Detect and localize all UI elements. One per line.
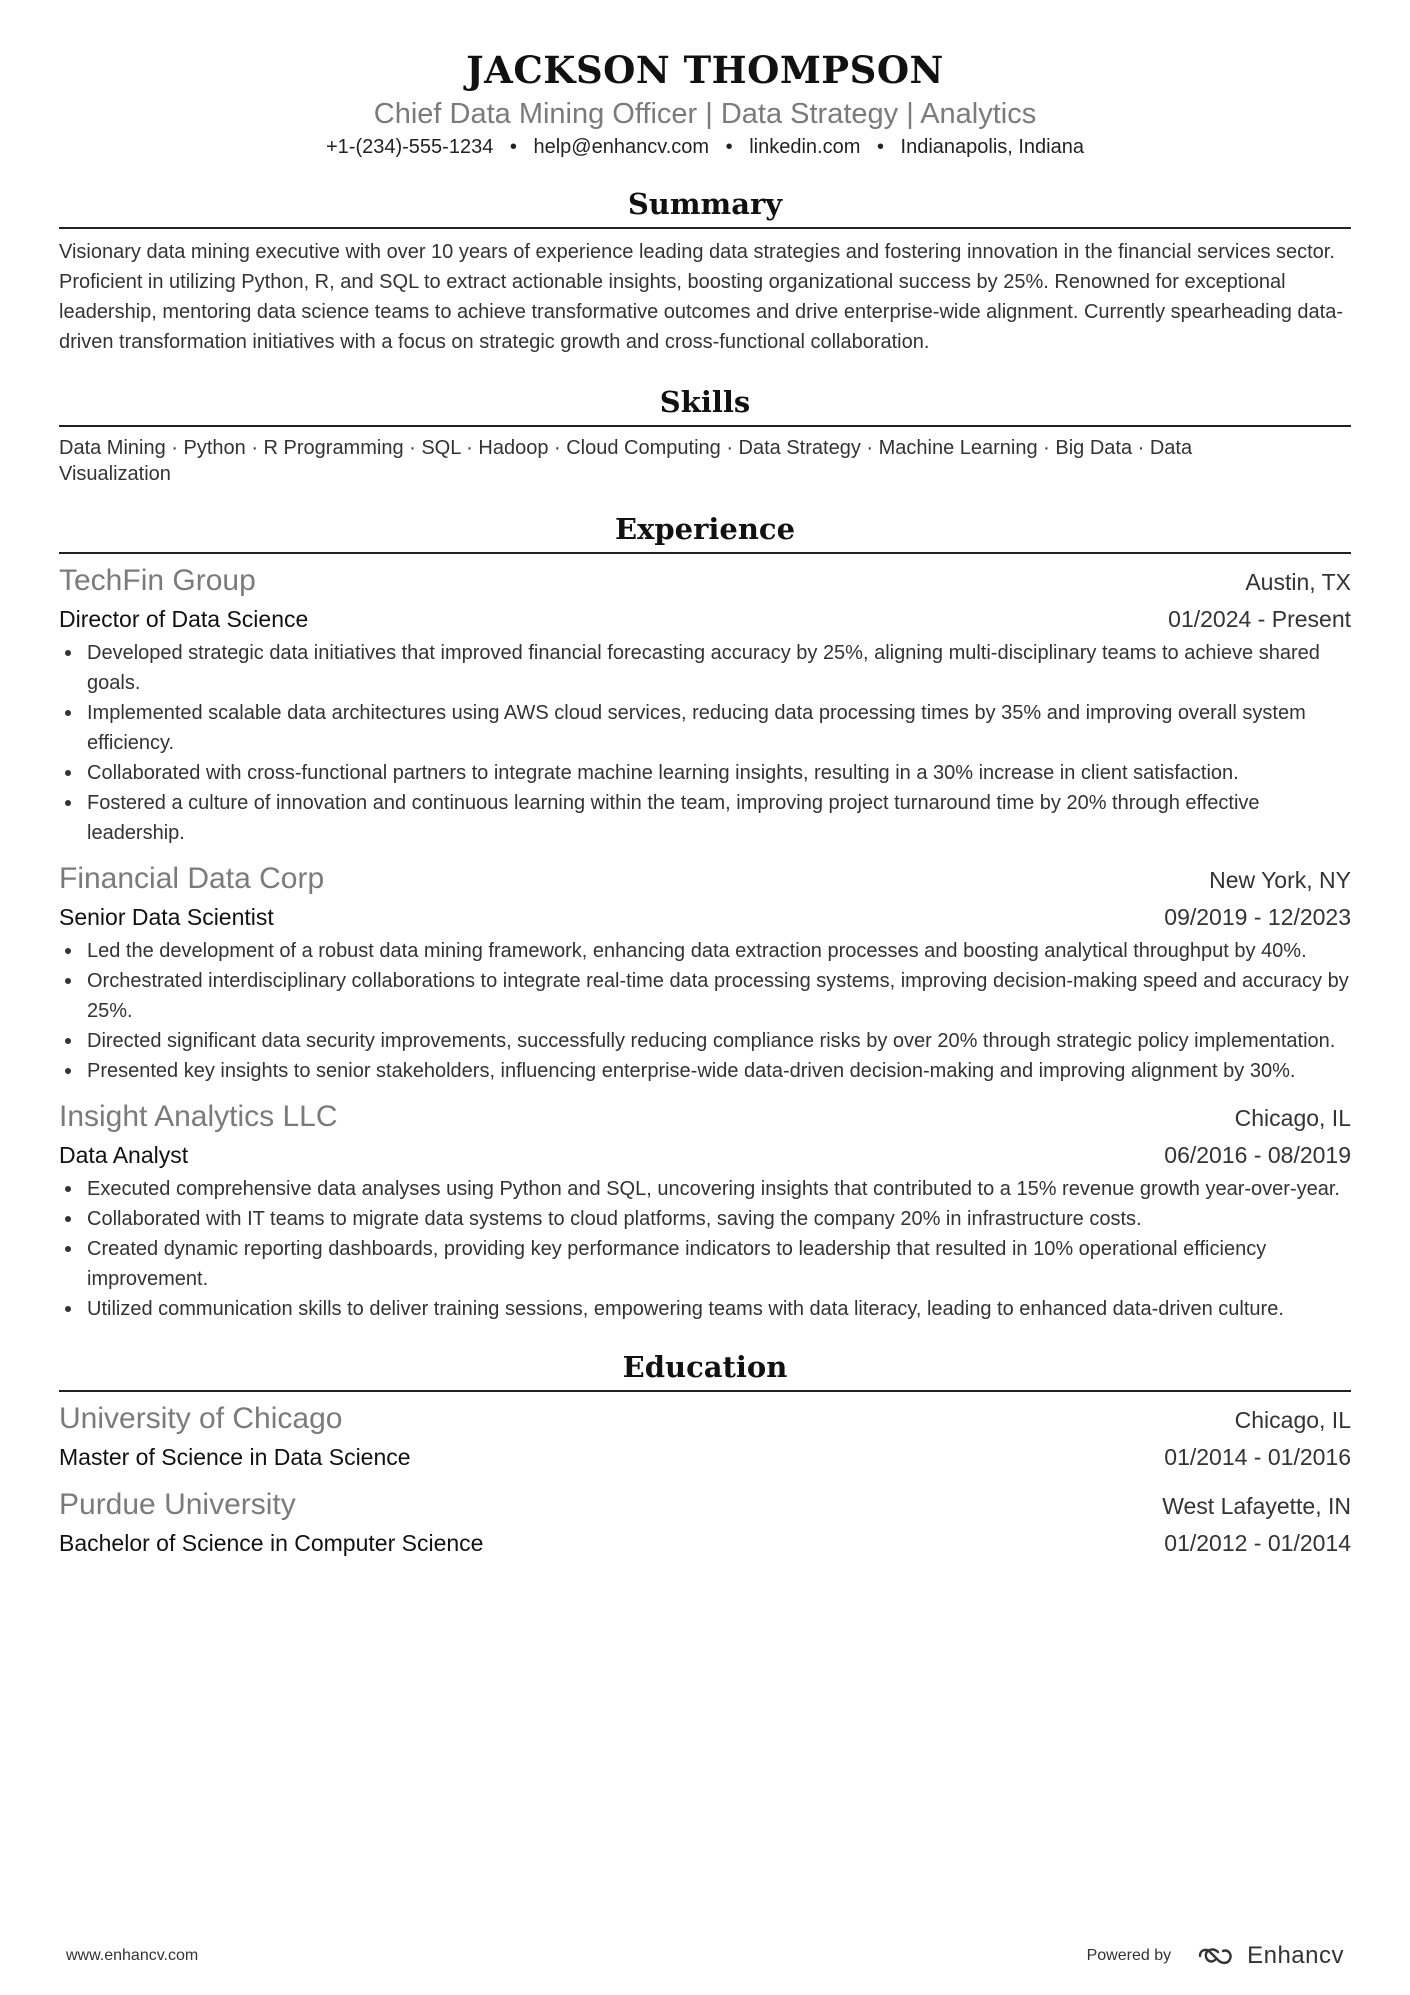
achievement-item: Led the development of a robust data mining framework, enhancing data extraction processes and boosting analytical throughput by 40%. (87, 936, 1351, 966)
contact-separator: • (509, 136, 517, 158)
skills-section (59, 383, 1351, 487)
summary-text: Visionary data mining executive with over 10 years of experience leading data strategies and fostering innovation in the financial services sector. Proficient in utilizing Python, R, and SQL to extract actionable insights, boosting organizational success by 25%. Renowned for exceptional leadership, mentoring data science teams to achieve transformative outcomes and drive enterprise-wide alignment. Currently spearheading data-driven transformation initiatives with a focus on strategic growth and cross-functional collaboration. (59, 241, 1344, 353)
summary-section (59, 185, 1351, 357)
job-title: Senior Data Scientist (59, 904, 274, 930)
education-dates: 01/2012 - 01/2014 (1164, 1530, 1351, 1556)
achievement-item: Developed strategic data initiatives that improved financial forecasting accuracy by 25%, aligning multi-disciplinary teams to achieve shared goals. (87, 638, 1351, 698)
school-location: Chicago, IL (1234, 1407, 1351, 1433)
resume-header (59, 44, 1351, 162)
job-dates: 09/2019 - 12/2023 (1164, 904, 1351, 930)
job-title: Data Analyst (59, 1142, 189, 1168)
degree-title: Bachelor of Science in Computer Science (59, 1530, 484, 1556)
achievement-item: Presented key insights to senior stakeholders, influencing enterprise-wide data-driven decision-making and improving alignment by 30%. (87, 1056, 1351, 1086)
school-name: Purdue University (59, 1488, 296, 1521)
company-name: Financial Data Corp (59, 862, 325, 895)
job-dates: 06/2016 - 08/2019 (1164, 1142, 1351, 1168)
job-location: Austin, TX (1245, 569, 1351, 595)
achievement-item: Collaborated with cross-functional partners to integrate machine learning insights, resulting in a 30% increase in client satisfaction. (87, 758, 1351, 788)
experience-entry (59, 1098, 1351, 1324)
enhancv-logo-icon (1197, 1945, 1239, 1967)
footer-website-link[interactable]: www.enhancv.com (66, 1947, 199, 1964)
powered-by-label: Powered by (1086, 1947, 1172, 1964)
job-dates: 01/2024 - Present (1168, 606, 1351, 632)
experience-entry (59, 860, 1351, 1086)
powered-by-block (1087, 1942, 1344, 1970)
skills-list: Data Mining · Python · R Programming · SQL · Hadoop · Cloud Computing · Data Strategy · Machine Learning · Big Data · Data Visualization (59, 437, 1193, 485)
brand-name: Enhancv (1247, 1942, 1344, 1969)
job-location: Chicago, IL (1234, 1105, 1351, 1131)
experience-section (59, 510, 1351, 1324)
experience-heading: Experience (59, 510, 1351, 554)
education-heading: Education (59, 1348, 1351, 1392)
company-name: TechFin Group (59, 564, 256, 597)
experience-entry (59, 562, 1351, 848)
contact-separator: • (725, 136, 733, 158)
achievement-item: Utilized communication skills to deliver training sessions, empowering teams with data literacy, leading to enhanced data-driven culture. (87, 1294, 1351, 1324)
job-location: New York, NY (1209, 867, 1351, 893)
contact-separator: • (876, 136, 884, 158)
achievement-list (59, 638, 1351, 848)
achievement-item: Directed significant data security improvements, successfully reducing compliance risks by over 20% through strategic policy implementation. (87, 1026, 1351, 1056)
contact-line (59, 132, 1351, 162)
contact-email[interactable]: help@enhancv.com (533, 136, 710, 158)
degree-title: Master of Science in Data Science (59, 1444, 411, 1470)
brand-logo[interactable] (1197, 1942, 1344, 1970)
candidate-name: JACKSON THOMPSON (466, 48, 944, 92)
achievement-list (59, 936, 1351, 1086)
achievement-item: Implemented scalable data architectures using AWS cloud services, reducing data processing times by 35% and improving overall system efficiency. (87, 698, 1351, 758)
education-dates: 01/2014 - 01/2016 (1164, 1444, 1351, 1470)
achievement-item: Orchestrated interdisciplinary collaborations to integrate real-time data processing systems, improving decision-making speed and accuracy by 25%. (87, 966, 1351, 1026)
school-name: University of Chicago (59, 1402, 343, 1435)
school-location: West Lafayette, IN (1162, 1493, 1351, 1519)
achievement-item: Executed comprehensive data analyses using Python and SQL, uncovering insights that contributed to a 15% revenue growth year-over-year. (87, 1174, 1351, 1204)
education-entry (59, 1486, 1351, 1562)
company-name: Insight Analytics LLC (59, 1100, 338, 1133)
achievement-list (59, 1174, 1351, 1324)
summary-heading: Summary (59, 185, 1351, 229)
skills-heading: Skills (59, 383, 1351, 427)
contact-linkedin[interactable]: linkedin.com (749, 136, 861, 158)
contact-phone: +1-(234)-555-1234 (325, 136, 494, 158)
education-entry (59, 1400, 1351, 1476)
page-footer (0, 1936, 1410, 1976)
achievement-item: Created dynamic reporting dashboards, providing key performance indicators to leadership that resulted in 10% operational efficiency improvement. (87, 1234, 1351, 1294)
education-section (59, 1348, 1351, 1562)
achievement-item: Collaborated with IT teams to migrate data systems to cloud platforms, saving the company 20% in infrastructure costs. (87, 1204, 1351, 1234)
job-title: Director of Data Science (59, 606, 309, 632)
candidate-headline: Chief Data Mining Officer | Data Strategy | Analytics (373, 98, 1037, 130)
contact-location: Indianapolis, Indiana (900, 136, 1084, 158)
achievement-item: Fostered a culture of innovation and continuous learning within the team, improving project turnaround time by 20% through effective leadership. (87, 788, 1351, 848)
